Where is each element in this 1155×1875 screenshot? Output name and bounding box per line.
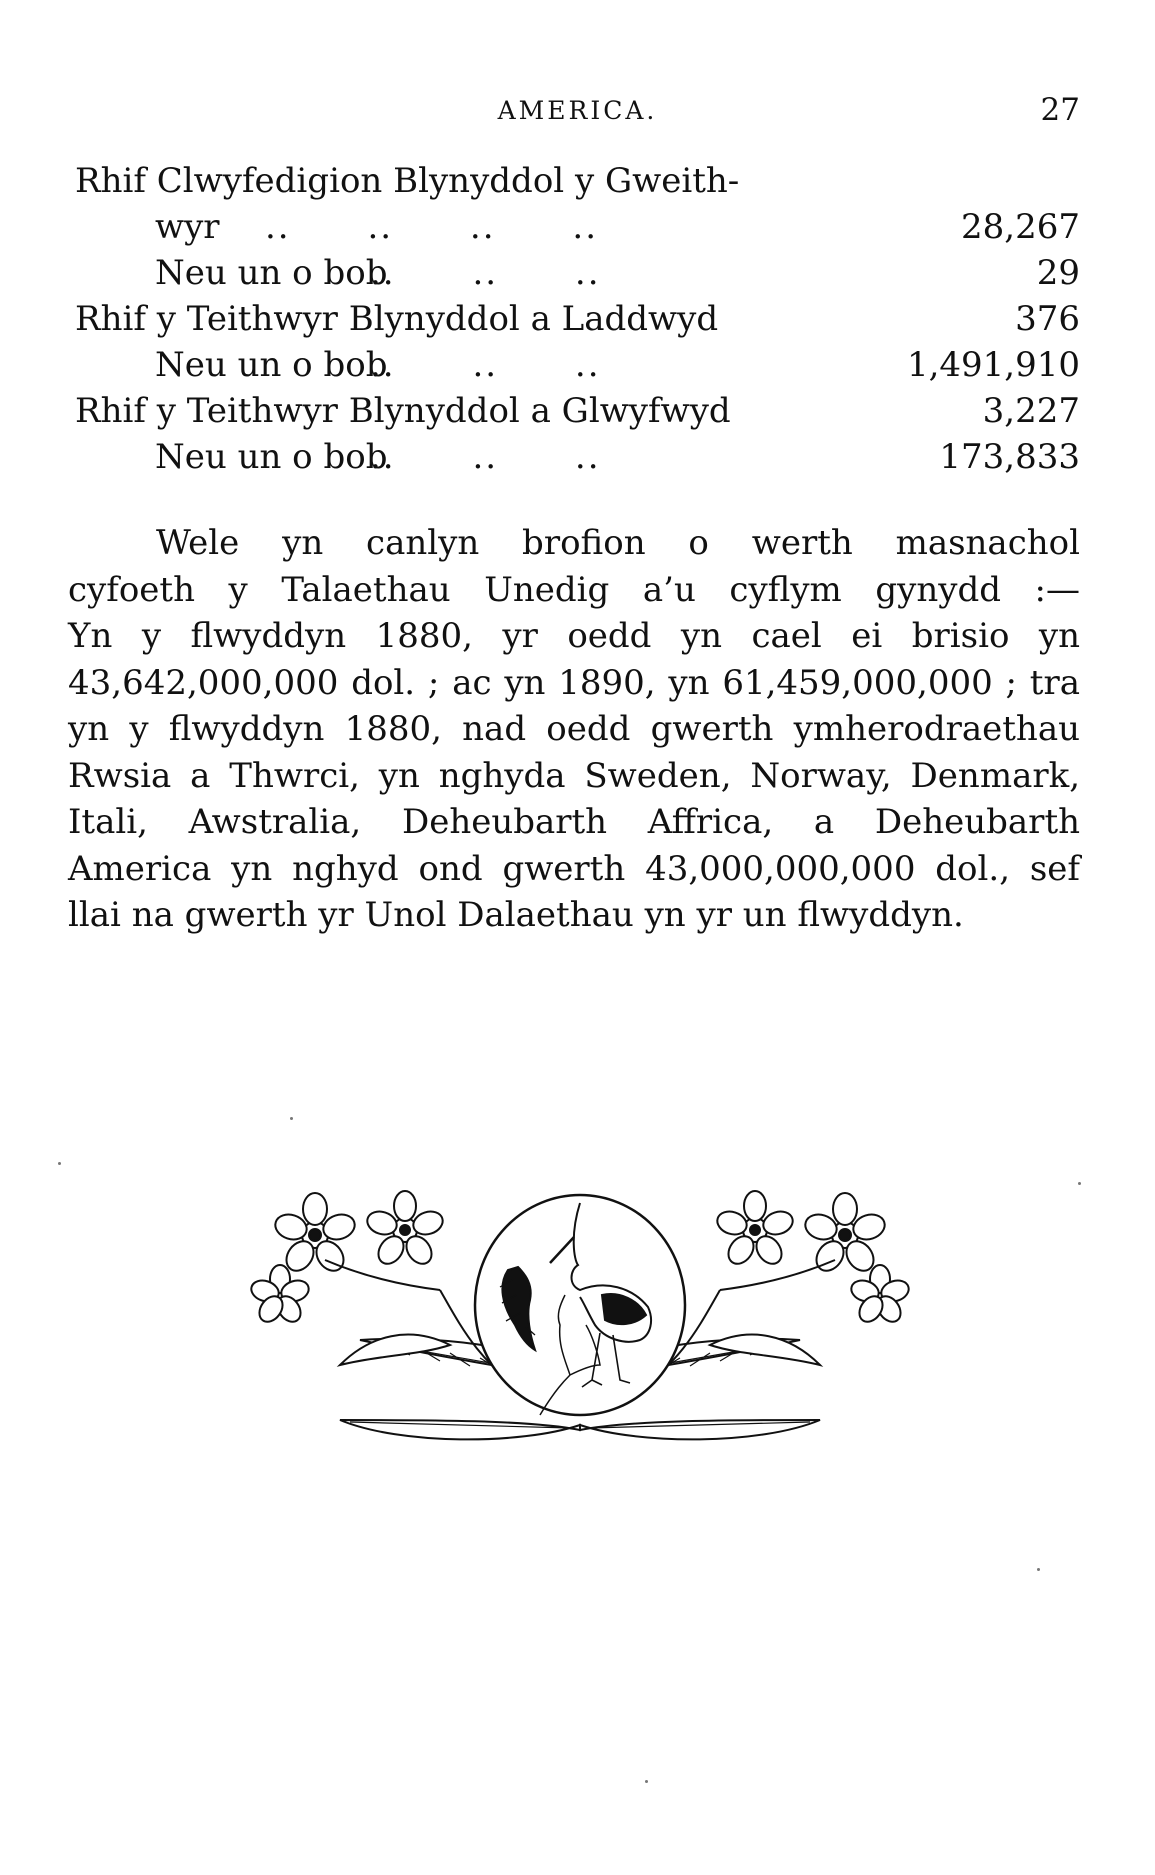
stat-label: Neu un o bob (155, 345, 388, 385)
stat-label: Rhif y Teithwyr Blynyddol a Glwyfwyd (75, 391, 731, 431)
stat-label: wyr (155, 207, 220, 247)
paragraph-line: Itali, Awstralia, Deheubarth Affrica, a Deheubarth (68, 802, 1080, 842)
paragraph-line: America yn nghyd ond gwerth 43,000,000,000 dol., sef (68, 848, 1080, 889)
leader-dots: .. .. .. (370, 253, 601, 293)
stat-value: 173,833 (939, 437, 1080, 477)
stat-label: Neu un o bob (155, 253, 388, 293)
stat-row (75, 388, 1080, 434)
page-number: 27 (1040, 92, 1080, 128)
running-title: AMERICA. (497, 96, 658, 125)
stat-value: 28,267 (961, 207, 1080, 247)
leader-dots: .. .. .. (370, 437, 601, 477)
paragraph-line: Wele yn canlyn brofion o werth masnachol (156, 523, 1080, 563)
stat-label: Neu un o bob (155, 437, 388, 477)
statistics-table (75, 158, 1080, 480)
paragraph-line: 43,642,000,000 dol. ; ac yn 1890, yn 61,459,000,000 ; tra (68, 662, 1080, 703)
paragraph-line: cyfoeth y Talaethau Unedig a’u cyflym gynydd :— (68, 569, 1080, 610)
leader-dots: .. .. .. .. (265, 207, 598, 247)
paragraph-line: yn y flwyddyn 1880, nad oedd gwerth ymherodraethau (68, 709, 1080, 749)
stat-row (75, 250, 1080, 296)
paragraph-line: Rwsia a Thwrci, yn nghyda Sweden, Norway, Denmark, (68, 755, 1080, 796)
leader-dots: .. .. .. (370, 345, 601, 385)
stat-value: 376 (1015, 299, 1080, 339)
stat-row (75, 296, 1080, 342)
stat-row (75, 434, 1080, 480)
print-speck (1037, 1568, 1040, 1571)
paragraph-line: llai na gwerth yr Unol Dalaethau yn yr un flwyddyn. (68, 895, 964, 935)
stat-value: 29 (1036, 253, 1080, 293)
body-paragraph (68, 520, 1080, 939)
flower-cluster-right (714, 1191, 911, 1326)
heron-tailpiece-ornament (230, 1175, 930, 1495)
heron-medallion (475, 1195, 685, 1415)
stat-row (75, 204, 1080, 250)
stat-row (75, 158, 1080, 204)
stat-row (75, 342, 1080, 388)
print-speck (1078, 1182, 1081, 1185)
stat-label: Rhif y Teithwyr Blynyddol a Laddwyd (75, 299, 719, 339)
stat-value: 3,227 (982, 391, 1080, 431)
flower-cluster-left (249, 1191, 446, 1326)
stat-label: Rhif Clwyfedigion Blynyddol y Gweith- (75, 161, 740, 201)
stat-value: 1,491,910 (906, 345, 1080, 385)
paragraph-line: Yn y flwyddyn 1880, yr oedd yn cael ei brisio yn (68, 616, 1080, 656)
print-speck (58, 1162, 61, 1165)
print-speck (290, 1117, 293, 1120)
print-speck (645, 1780, 648, 1783)
running-head (75, 92, 1080, 132)
